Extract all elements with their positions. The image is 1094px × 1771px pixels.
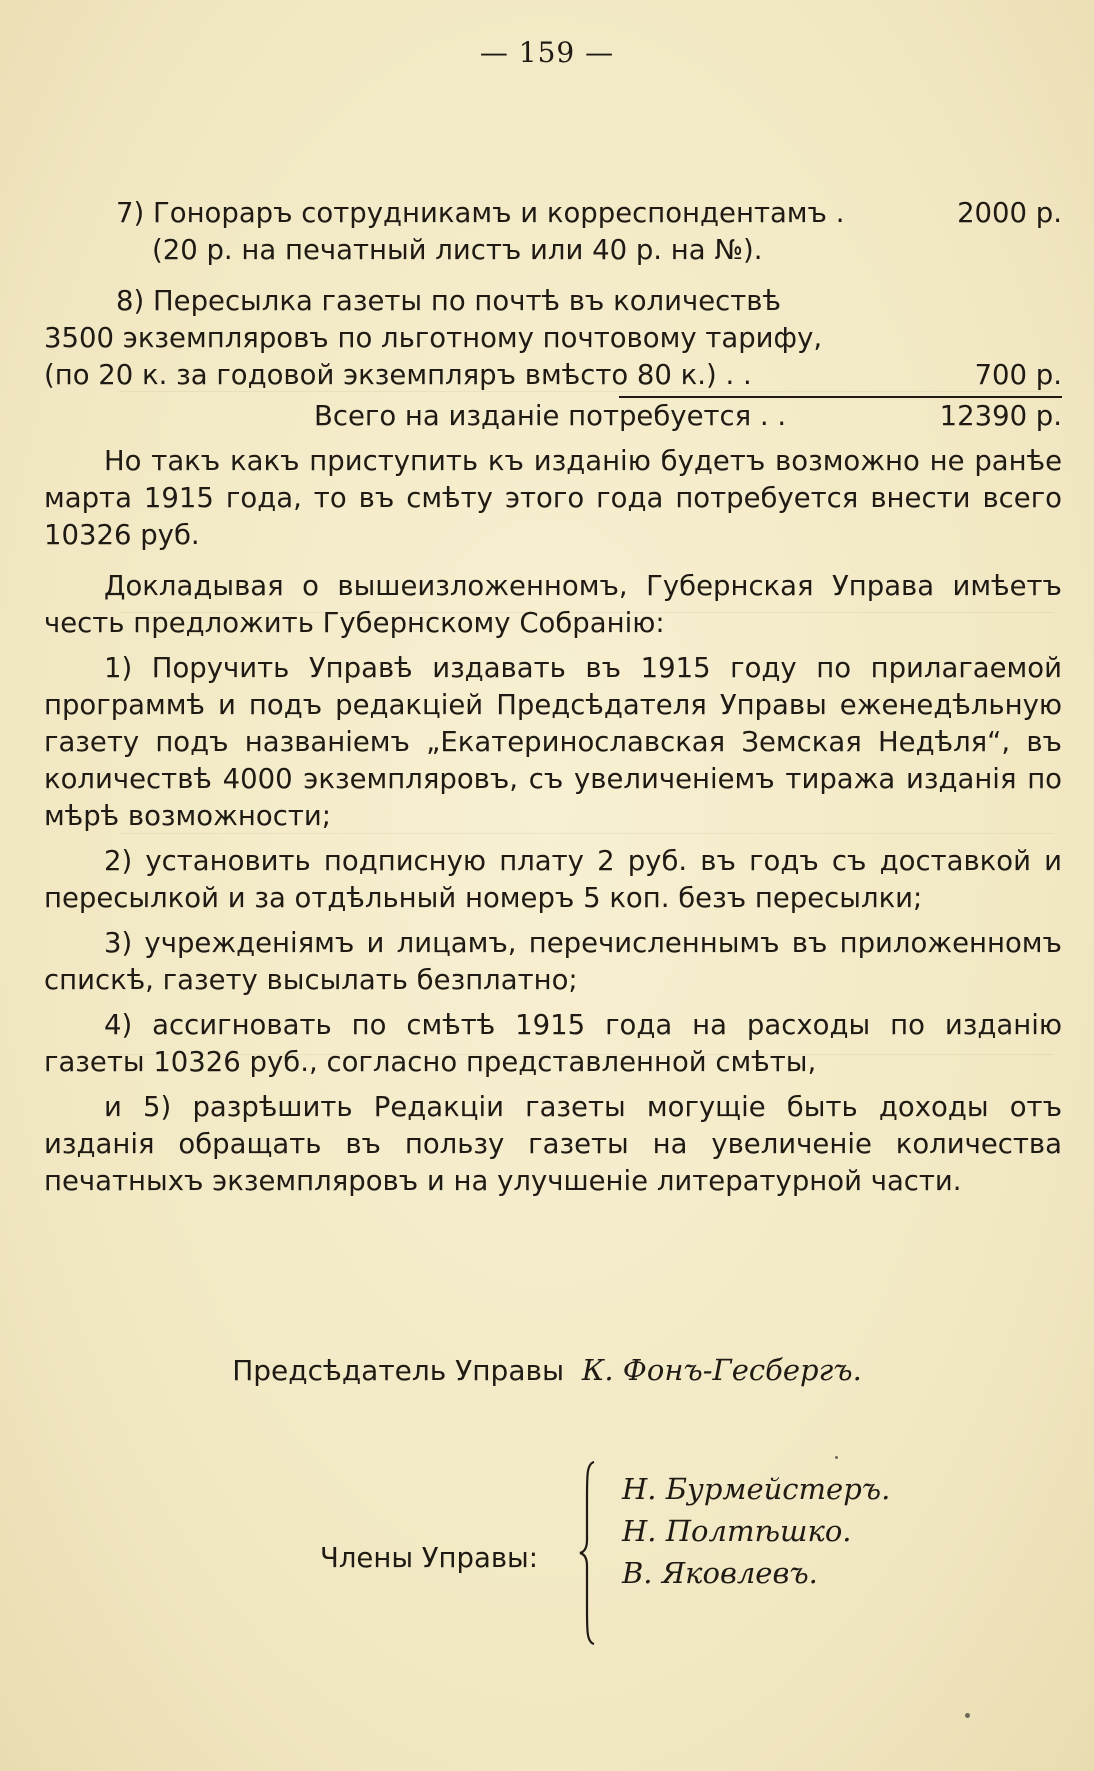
chairman-title: Предсѣдатель Управы <box>232 1354 565 1387</box>
speck <box>835 1456 838 1459</box>
budget-item-7-note: (20 р. на печатный листъ или 40 р. на №). <box>152 234 763 266</box>
budget-total <box>44 398 1062 435</box>
brace-icon <box>578 1458 600 1648</box>
resolution-1: 1) Поручить Управѣ издавать въ 1915 году по прилагаемой программѣ и подъ редакціей Предсѣдателя Управы еженедѣльную газету подъ названіемъ „Екатеринославская Земская Недѣля“, въ количествѣ 4000 экземпляровъ, съ увеличеніемъ тиража изданія по мѣрѣ возможности; <box>44 652 1062 832</box>
paragraph-report: Докладывая о вышеизложенномъ, Губернская Управа имѣетъ честь предложить Губернскому Собранію: <box>44 570 1062 639</box>
budget-item-7 <box>44 195 1062 232</box>
budget-item-7-amount: 2000 р. <box>957 197 1062 229</box>
members-label: Члены Управы: <box>320 1542 539 1574</box>
budget-item-7-text: 7) Гонораръ сотрудникамъ и корреспондентамъ . <box>116 197 845 229</box>
page-number: — 159 — <box>479 36 615 69</box>
resolution-2: 2) установить подписную плату 2 руб. въ годъ съ доставкой и пересылкой и за отдѣльный номеръ 5 коп. безъ пересылки; <box>44 845 1062 914</box>
resolution-5: и 5) разрѣшить Редакціи газеты могущіе быть доходы отъ изданія обращать въ пользу газеты на увеличеніе количества печатныхъ экземпляровъ и на улучшеніе литературной части. <box>44 1091 1062 1197</box>
chairman-signature <box>0 1353 1094 1387</box>
budget-total-amount: 12390 р. <box>939 400 1062 432</box>
member-name-1: Н. Бурмейстеръ. <box>622 1472 891 1506</box>
budget-total-label: Всего на изданіе потребуется . . <box>314 400 787 432</box>
member-name-3: В. Яковлевъ. <box>622 1556 818 1590</box>
speck <box>965 1713 970 1718</box>
resolution-4: 4) ассигновать по смѣтѣ 1915 года на расходы по изданію газеты 10326 руб., согласно представленной смѣты, <box>44 1009 1062 1078</box>
member-name-2: Н. Полтѣшко. <box>622 1514 852 1548</box>
members-names <box>622 1468 890 1594</box>
budget-item-8-line2: 3500 экземпляровъ по льготному почтовому тарифу, <box>44 322 823 354</box>
paragraph-start-date: Но такъ какъ приступить къ изданію будетъ возможно не ранѣе марта 1915 года, то въ смѣту этого года потребуется внести всего 10326 руб. <box>44 445 1062 551</box>
resolution-3: 3) учрежденіямъ и лицамъ, перечисленнымъ въ приложенномъ спискѣ, газету высылать безплатно; <box>44 927 1062 996</box>
document-body <box>44 195 1062 1200</box>
budget-item-8-text: (по 20 к. за годовой экземпляръ вмѣсто 80 к.) . . <box>44 359 752 391</box>
budget-item-8-amount: 700 р. <box>974 359 1062 391</box>
chairman-name: К. Фонъ-Гесбергъ. <box>581 1353 862 1387</box>
budget-item-8-line3 <box>44 357 1062 394</box>
budget-item-8-line1: 8) Пересылка газеты по почтѣ въ количествѣ <box>116 285 781 317</box>
